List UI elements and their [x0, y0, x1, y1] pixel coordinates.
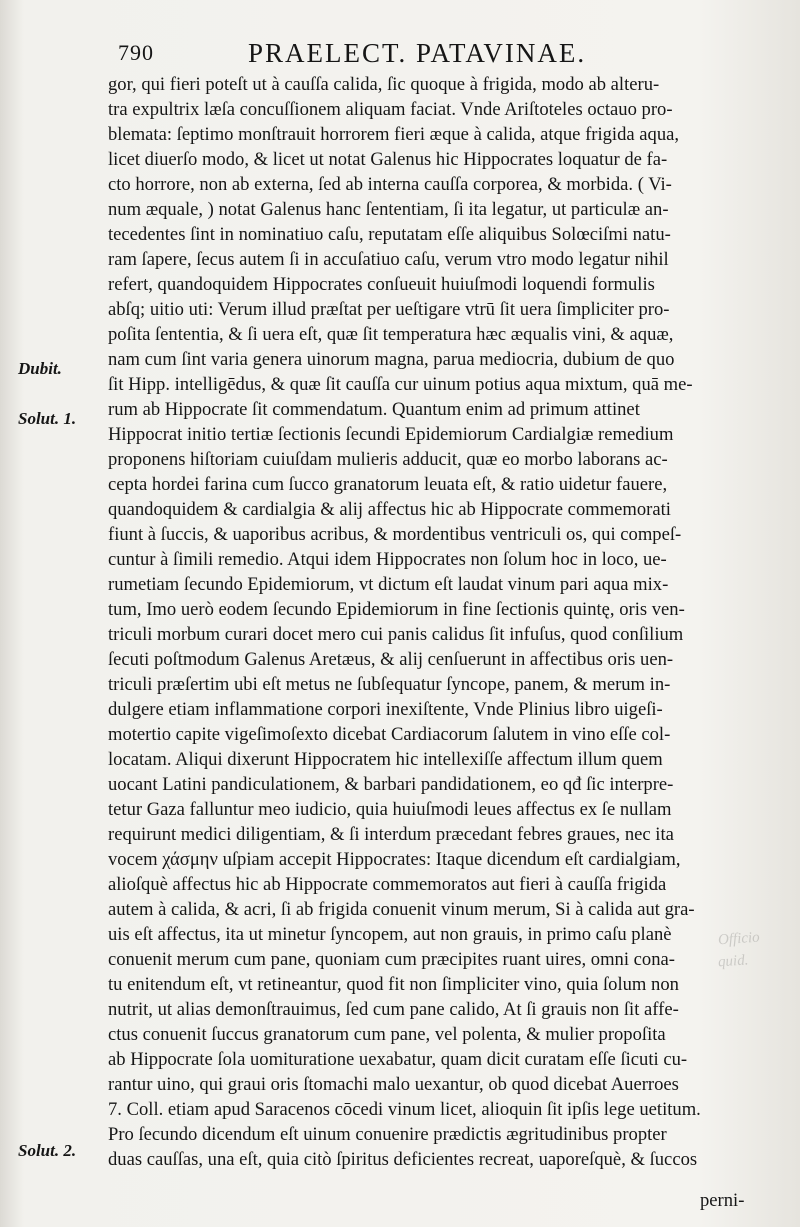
- text-line: Pro ſecundo dicendum eſt uinum conuenire prædictis ægritudinibus propter: [108, 1124, 667, 1145]
- text-line: licet diuerſo modo, & licet ut notat Galenus hic Hippocrates loquatur de fa-: [108, 149, 668, 170]
- text-line: dulgere etiam inflammatione corpori inexiſtente, Vnde Plinius libro uigeſi-: [108, 699, 663, 720]
- text-line: alioſquè affectus hic ab Hippocrate commemoratos aut fieri à cauſſa frigida: [108, 874, 667, 895]
- text-line: tra expultrix læſa concuſſionem aliquam faciat. Vnde Ariſtoteles octauo pro-: [108, 99, 673, 120]
- text-line: proponens hiſtoriam cuiuſdam mulieris adducit, quæ eo morbo laborans ac-: [108, 449, 668, 470]
- text-line: tu enitendum eſt, vt retineantur, quod fit non ſimpliciter vino, quia ſolum non: [108, 974, 679, 995]
- text-line: cepta hordei farina cum ſucco granatorum leuata eſt, & ratio uidetur fauere,: [108, 474, 668, 495]
- text-line: nutrit, ut alias demonſtrauimus, ſed cum pane calido, At ſi grauis non ſit affe-: [108, 999, 679, 1020]
- text-line: Hippocrat initio tertiæ ſectionis ſecundi Epidemiorum Cardialgiæ remedium: [108, 424, 674, 445]
- text-line: ſecuti poſtmodum Galenus Aretæus, & alij cenſuerunt in affectibus oris uen-: [108, 649, 674, 670]
- text-line: rum ab Hippocrate ſit commendatum. Quantum enim ad primum attinet: [108, 399, 640, 420]
- text-line: requirunt medici diligentiam, & ſi interdum præcedant febres graues, nec ita: [108, 824, 674, 845]
- bleed-through-mark: Officio: [717, 929, 761, 949]
- text-line: uocant Latini pandiculationem, & barbari pandidationem, eo qđ ſic interpre-: [108, 774, 674, 795]
- text-line: triculi morbum curari docet mero cui panis calidus ſit infuſus, quod conſilium: [108, 624, 684, 645]
- text-line: ram ſapere, ſecus autem ſi in accuſatiuo caſu, verum vtro modo legatur nihil: [108, 249, 669, 270]
- catchword: perni-: [700, 1190, 745, 1211]
- text-line: rantur uino, qui graui oris ſtomachi malo uexantur, ob quod dicebat Auerroes: [108, 1074, 679, 1095]
- margin-note-dubit: Dubit.: [18, 359, 62, 378]
- text-line: fiunt à ſuccis, & uaporibus acribus, & mordentibus ventriculi os, qui compeſ-: [108, 524, 682, 545]
- text-line: duas cauſſas, una eſt, quia citò ſpiritus deficientes recreat, uaporeſquè, & ſuccos: [108, 1149, 698, 1170]
- text-line: blemata: ſeptimo monſtrauit horrorem fieri æque à calida, atque frigida aqua,: [108, 124, 680, 145]
- text-line: autem à calida, & acri, ſi ab frigida conuenit vinum merum, Si à calida aut gra-: [108, 899, 695, 920]
- text-line: ab Hippocrate ſola uomituratione uexabatur, quam dicit curatam eſſe ſicuti cu-: [108, 1049, 688, 1070]
- text-line: num æquale, ) notat Galenus hanc ſententiam, ſi ita legatur, ut particulæ an-: [108, 199, 669, 220]
- text-line: conuenit merum cum pane, quoniam cum præcipites ruant uires, omni cona-: [108, 949, 675, 970]
- text-line: ſit Hipp. intelligēdus, & quæ ſit cauſſa cur uinum potius aqua mixtum, quā me-: [108, 374, 693, 395]
- margin-note-solut-1: Solut. 1.: [18, 409, 77, 428]
- running-head: PRAELECT. PATAVINAE.: [248, 38, 587, 68]
- text-line: 7. Coll. etiam apud Saracenos cōcedi vinum licet, alioquin ſit ipſis lege uetitum.: [108, 1099, 701, 1120]
- text-line: cto horrore, non ab externa, ſed ab interna cauſſa corporea, & morbida. ( Vi-: [108, 174, 672, 195]
- page-number: 790: [118, 40, 154, 65]
- text-line: rumetiam ſecundo Epidemiorum, vt dictum eſt laudat vinum pari aqua mix-: [108, 574, 669, 595]
- text-line: nam cum ſint varia genera uinorum magna, parua mediocria, dubium de quo: [108, 349, 675, 370]
- text-line: quandoquidem & cardialgia & alij affectus hic ab Hippocrate commemorati: [108, 499, 671, 520]
- margin-note-solut-2: Solut. 2.: [18, 1141, 77, 1160]
- text-line: motertio capite vigeſimoſexto dicebat Cardiacorum ſalutem in vino eſſe col-: [108, 724, 671, 745]
- text-line: abſq; uitio uti: Verum illud præſtat per ueſtigare vtrū ſit uera ſimpliciter pro-: [108, 299, 670, 320]
- text-line: vocem χάσμην uſpiam accepit Hippocrates: Itaque dicendum eſt cardialgiam,: [108, 849, 681, 870]
- text-line: refert, quandoquidem Hippocrates conſueuit huiuſmodi loquendi formulis: [108, 274, 655, 295]
- text-line: tecedentes ſint in nominatiuo caſu, reputatam eſſe aliquibus Solœciſmi natu-: [108, 224, 671, 245]
- page-header: [118, 38, 718, 70]
- text-line: triculi præſertim ubi eſt metus ne ſubſequatur ſyncope, panem, & merum in-: [108, 674, 671, 695]
- text-line: ctus conuenit ſuccus granatorum cum pane, vel polenta, & mulier propoſita: [108, 1024, 666, 1045]
- text-line: poſita ſententia, & ſi uera eſt, quæ ſit temperatura hæc æqualis vini, & aquæ,: [108, 324, 674, 345]
- text-line: locatam. Aliqui dixerunt Hippocratem hic intellexiſſe affectum illum quem: [108, 749, 663, 770]
- text-line: uis eſt affectus, ita ut minetur ſyncopem, aut non grauis, in primo caſu planè: [108, 924, 672, 945]
- text-line: tetur Gaza falluntur meo iudicio, quia huiuſmodi leues affectus ex ſe nullam: [108, 799, 672, 820]
- text-line: gor, qui fieri poteſt ut à cauſſa calida, ſic quoque à frigida, modo ab alteru-: [108, 74, 660, 95]
- text-line: tum, Imo uerò eodem ſecundo Epidemiorum in fine ſectionis quintę, oris ven-: [108, 599, 685, 620]
- bleed-through-mark: quid.: [717, 952, 749, 971]
- text-line: cuntur à ſimili remedio. Atqui idem Hippocrates non ſolum hoc in loco, ue-: [108, 549, 667, 570]
